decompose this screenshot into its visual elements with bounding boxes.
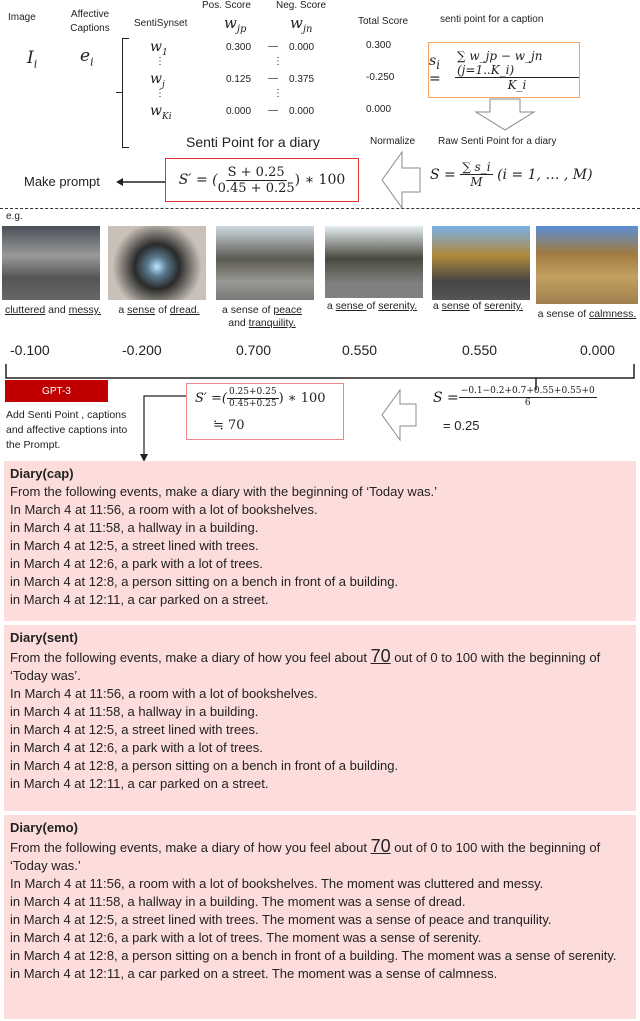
example-score: 0.550: [462, 342, 498, 358]
dashed-divider: [0, 208, 640, 209]
diary-intro: From the following events, make a diary with the beginning of ‘Today was.’: [10, 484, 438, 499]
add-senti-text: Add Senti Point , captions and affective captions into the Prompt.: [6, 409, 128, 451]
example-image-bench: [536, 226, 638, 304]
header-affective-captions: Affective Captions: [70, 9, 110, 34]
example-image-hallway: [108, 226, 206, 300]
diary-title: Diary(cap): [10, 466, 74, 481]
example-raw-formula: S = $\frac{-0.1-0.2+0.7+0.55+0.55+0}{6}$: [433, 386, 595, 408]
diary-emo-box: [4, 815, 636, 1019]
header-neg-score: Neg. Score: [276, 0, 327, 11]
diary-intro: From the following events, make a diary of how you feel about 70 out of 0 to 100 with the beginning of ‘Today was.’: [10, 836, 601, 873]
diary-line: in March 4 at 12:5, a street lined with trees.: [10, 722, 259, 737]
left-arrow-icon: [380, 150, 422, 210]
example-image-buildings: [432, 226, 530, 300]
total-score-value: 0.000: [366, 104, 392, 115]
header-pos-score: Pos. Score: [202, 0, 251, 11]
example-caption: a sense of serenity.: [326, 300, 418, 312]
example-score: 0.000: [580, 342, 616, 358]
wjp-symbol: $w_{jp}$: [224, 14, 247, 35]
example-image-bookshelves: [2, 226, 100, 300]
example-raw-result: = 0.25: [443, 418, 480, 433]
header-total-score: Total Score: [358, 16, 409, 27]
dash: —: [268, 105, 278, 116]
diary-cap-box: [4, 461, 636, 621]
example-score: 0.550: [342, 342, 378, 358]
example-caption: a sense of dread.: [118, 304, 200, 316]
left-arrow-icon: [116, 177, 166, 187]
vdots: ⋮: [273, 88, 283, 99]
pos-score-value: 0.000: [226, 106, 252, 117]
senti-score: 70: [370, 836, 391, 856]
diary-line: in March 4 at 12:8, a person sitting on a bench in front of a building.: [10, 758, 399, 773]
diary-line: in March 4 at 12:11, a car parked on a street. The moment was a sense of calmness.: [10, 966, 498, 981]
example-score: -0.200: [122, 342, 162, 358]
normalize-label: Normalize: [370, 136, 416, 147]
diary-line: in March 4 at 12:8, a person sitting on a bench in front of a building. The moment was a sense of serenity.: [10, 948, 617, 963]
neg-score-value: 0.000: [289, 106, 315, 117]
example-caption: a sense of peace and tranquility.: [222, 304, 302, 329]
total-score-value: -0.250: [366, 72, 395, 83]
bracket: [122, 38, 129, 148]
wjn-symbol: $w_{jn}$: [290, 14, 313, 35]
raw-formula: S = $\frac{\sum s\_i}{M}$ (i = 1, … , M): [430, 160, 593, 189]
synset-word: $w_1$: [150, 39, 168, 58]
senti-score: 70: [370, 646, 391, 666]
raw-senti-label: Raw Senti Point for a diary: [438, 136, 557, 147]
diary-line: in March 4 at 11:58, a hallway in a building.: [10, 704, 259, 719]
example-caption: cluttered and messy.: [4, 304, 102, 316]
example-caption: a sense of calmness.: [537, 308, 637, 320]
diary-line: In March 4 at 11:56, a room with a lot of bookshelves.: [10, 502, 318, 517]
gpt3-badge: GPT-3: [5, 380, 108, 402]
neg-score-value: 0.375: [289, 74, 315, 85]
example-score: -0.100: [10, 342, 50, 358]
bracket-tip: [116, 92, 122, 93]
left-arrow-icon: [380, 388, 418, 442]
diary-line: In March 4 at 11:56, a room with a lot of bookshelves.: [10, 686, 318, 701]
caption-point-formula: $s_i$ = $\frac{\sum w\_jp - w\_jn (j=1..K\_i)}{K\_i}$: [428, 42, 580, 98]
image-symbol: $I_i$: [27, 48, 38, 71]
example-normalized-formula: S′ =( $\frac{0.25+0.25}{0.45+0.25}$ ) ∗ 100 ≒ 70: [186, 383, 344, 440]
dash: —: [268, 73, 278, 84]
diary-line: in March 4 at 12:6, a park with a lot of trees.: [10, 556, 263, 571]
eg-label: e.g.: [6, 211, 23, 222]
vdots: ⋮: [155, 88, 165, 99]
caption-symbol: $e_i$: [80, 46, 94, 69]
diary-sent-box: [4, 625, 636, 811]
pos-score-value: 0.300: [226, 42, 252, 53]
diary-line: in March 4 at 11:58, a hallway in a building. The moment was a sense of dread.: [10, 894, 466, 909]
neg-score-value: 0.000: [289, 42, 315, 53]
synset-word: $w_j$: [150, 71, 165, 90]
normalized-formula: S′ = ( $\frac{S + 0.25}{0.45 + 0.25}$ ) ∗ 100: [165, 158, 359, 202]
pos-score-value: 0.125: [226, 74, 252, 85]
vdots: ⋮: [155, 56, 165, 67]
diary-line: in March 4 at 12:5, a street lined with trees. The moment was a sense of peace and tranquility.: [10, 912, 552, 927]
diary-title: Diary(sent): [10, 630, 78, 645]
diary-line: in March 4 at 12:11, a car parked on a street.: [10, 592, 269, 607]
diary-line: in March 4 at 12:6, a park with a lot of trees.: [10, 740, 263, 755]
dash: —: [268, 41, 278, 52]
down-arrow-icon: [474, 98, 536, 132]
diary-line: in March 4 at 12:11, a car parked on a street.: [10, 776, 269, 791]
example-caption: a sense of serenity.: [432, 300, 524, 312]
vdots: ⋮: [273, 56, 283, 67]
diary-line: In March 4 at 11:56, a room with a lot of bookshelves. The moment was cluttered and messy.: [10, 876, 544, 891]
example-image-street-trees: [216, 226, 314, 300]
diary-line: in March 4 at 12:5, a street lined with trees.: [10, 538, 259, 553]
header-senti-caption: senti point for a caption: [440, 14, 544, 25]
example-image-park: [325, 226, 423, 298]
header-sentisynset: SentiSynset: [134, 18, 188, 29]
diary-line: in March 4 at 12:6, a park with a lot of trees. The moment was a sense of serenity.: [10, 930, 482, 945]
synset-word: $w_{Ki}$: [150, 103, 172, 122]
senti-diary-label: Senti Point for a diary: [186, 134, 320, 150]
connector-arrow: [140, 394, 188, 464]
example-score: 0.700: [236, 342, 272, 358]
diary-intro: From the following events, make a diary of how you feel about 70 out of 0 to 100 with the beginning of ‘Today was’.: [10, 646, 601, 683]
diary-title: Diary(emo): [10, 820, 78, 835]
total-score-value: 0.300: [366, 40, 392, 51]
make-prompt-label: Make prompt: [24, 174, 100, 189]
diary-line: in March 4 at 12:8, a person sitting on a bench in front of a building.: [10, 574, 399, 589]
diary-line: in March 4 at 11:58, a hallway in a building.: [10, 520, 259, 535]
header-image: Image: [8, 12, 36, 23]
